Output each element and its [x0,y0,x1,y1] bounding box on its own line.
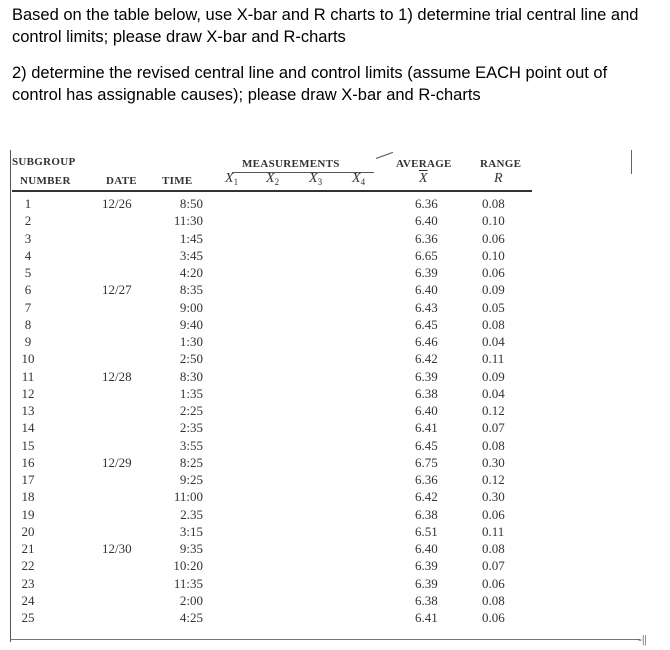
range-cell: 0.12 [482,472,505,487]
header-x1: $X_1$ [225,171,239,187]
time-cell: 8:25 [179,454,203,470]
time-cell: 9:25 [179,472,203,487]
range-cell: 0.04 [482,334,505,349]
table-row [10,507,630,524]
header-subgroup: SUBGROUP [12,156,76,168]
average-cell: 6.41 [415,610,438,625]
subgroup-number: 14 [21,420,35,436]
table-row [10,524,630,541]
average-cell: 6.36 [415,472,438,487]
range-cell: 0.06 [482,506,505,522]
time-cell: 2.35 [180,506,203,522]
scan-edge-mark: -|| [638,632,647,646]
table-row [10,420,630,437]
subgroup-number: 4 [24,247,32,263]
range-cell: 0.06 [482,575,505,591]
average-cell: 6.38 [415,385,438,401]
average-cell: 6.39 [415,575,438,591]
range-cell: 0.07 [482,420,505,436]
subgroup-number: 9 [24,334,32,349]
scanned-data-table [10,150,650,646]
date-cell: 12/30 [102,541,132,556]
average-cell: 6.43 [415,299,438,315]
average-cell: 6.45 [415,316,438,332]
header-time: TIME [162,175,193,187]
date-cell: 12/29 [102,454,132,470]
header-x4: $X_4$ [352,171,366,187]
time-cell: 3:45 [179,247,203,263]
subgroup-number: 6 [24,282,32,298]
table-row [10,351,630,368]
header-xbar: $\overline{X}$ [419,171,428,186]
range-cell: 0.06 [482,265,505,280]
average-cell: 6.36 [415,196,438,211]
range-cell: 0.12 [482,403,505,418]
range-cell: 0.08 [482,196,505,211]
time-cell: 11:35 [173,575,203,591]
table-right-tick [631,150,632,174]
time-cell: 8:35 [179,282,203,298]
header-measurements: MEASUREMENTS [242,158,340,170]
range-cell: 0.08 [482,437,505,453]
average-cell: 6.40 [415,541,438,556]
assignment-prompt [12,4,652,106]
table-row [10,438,630,455]
average-cell: 6.39 [415,368,438,384]
subgroup-number: 18 [21,489,35,505]
table-row [10,231,630,248]
range-cell: 0.08 [482,592,505,608]
table-row [10,300,630,317]
table-row [10,213,630,230]
average-cell: 6.40 [415,213,438,229]
subgroup-number: 11 [21,368,35,384]
header-average: AVERAGE [396,158,452,170]
range-cell: 0.09 [482,282,505,298]
header-diagonal [376,152,393,159]
range-cell: 0.30 [482,489,505,505]
table-row [10,265,630,282]
subgroup-number: 20 [21,523,35,539]
range-cell: 0.07 [482,558,505,574]
average-cell: 6.51 [415,523,438,539]
table-row [10,558,630,575]
table-row [10,541,630,558]
average-cell: 6.40 [415,403,438,418]
average-cell: 6.38 [415,592,438,608]
header-number: NUMBER [20,175,71,187]
date-cell: 12/28 [102,368,132,384]
range-cell: 0.06 [482,230,505,246]
time-cell: 2:00 [179,592,203,608]
average-cell: 6.42 [415,351,438,367]
subgroup-number: 1 [24,196,32,211]
range-cell: 0.04 [482,385,505,401]
time-cell: 9:00 [179,299,203,315]
average-cell: 6.46 [415,334,438,349]
time-cell: 9:35 [179,541,203,556]
subgroup-number: 10 [21,351,35,367]
subgroup-number: 19 [21,506,35,522]
time-cell: 3:55 [179,437,203,453]
table-row [10,403,630,420]
average-cell: 6.40 [415,282,438,298]
time-cell: 8:30 [179,368,203,384]
table-row [10,489,630,506]
range-cell: 0.09 [482,368,505,384]
table-row [10,282,630,299]
average-cell: 6.36 [415,230,438,246]
time-cell: 9:40 [179,316,203,332]
average-cell: 6.42 [415,489,438,505]
header-r: R [494,171,503,186]
subgroup-number: 23 [21,575,35,591]
date-cell: 12/27 [102,282,132,298]
subgroup-number: 21 [21,541,35,556]
subgroup-number: 25 [21,610,35,625]
table-row [10,593,630,610]
prompt-part-2: 2) determine the revised central line and control limits (assume EACH point out of control has assignable causes); please draw X-bar and R-charts [12,64,608,104]
header-rule [12,190,532,192]
range-cell: 0.08 [482,541,505,556]
table-row [10,610,630,627]
range-cell: 0.30 [482,454,505,470]
subgroup-number: 3 [24,230,32,246]
range-cell: 0.10 [482,247,505,263]
range-cell: 0.11 [482,351,505,367]
time-cell: 4:25 [179,610,203,625]
time-cell: 11:30 [173,213,203,229]
table-row [10,196,630,213]
table-row [10,455,630,472]
average-cell: 6.41 [415,420,438,436]
range-cell: 0.08 [482,316,505,332]
range-cell: 0.05 [482,299,505,315]
subgroup-number: 24 [21,592,35,608]
subgroup-number: 12 [21,385,35,401]
table-row [10,576,630,593]
average-cell: 6.75 [415,454,438,470]
time-cell: 1:35 [179,385,203,401]
subgroup-number: 5 [24,265,32,280]
time-cell: 2:25 [179,403,203,418]
range-cell: 0.10 [482,213,505,229]
average-cell: 6.65 [415,247,438,263]
prompt-part-1: Based on the table below, use X-bar and R charts to 1) determine trial central line and control limits; please draw X-bar and R-charts [12,6,639,46]
table-row [10,472,630,489]
average-cell: 6.39 [415,265,438,280]
table-row [10,248,630,265]
subgroup-number: 15 [21,437,35,453]
subgroup-number: 22 [21,558,35,574]
time-cell: 8:50 [179,196,203,211]
date-cell: 12/26 [102,196,132,211]
time-cell: 3:15 [179,523,203,539]
header-range: RANGE [480,158,522,170]
time-cell: 2:35 [179,420,203,436]
subgroup-number: 7 [24,299,32,315]
subgroup-number: 2 [24,213,32,229]
time-cell: 10:20 [173,558,203,574]
range-cell: 0.11 [482,523,505,539]
header-x2: $X_2$ [266,171,280,187]
time-cell: 4:20 [179,265,203,280]
subgroup-number: 8 [24,316,32,332]
table-bottom-border [10,639,640,640]
table-row [10,317,630,334]
table-row [10,334,630,351]
average-cell: 6.45 [415,437,438,453]
subgroup-number: 16 [21,454,35,470]
header-x3: $X_3$ [309,171,323,187]
time-cell: 1:45 [179,230,203,246]
header-date: DATE [106,175,137,187]
time-cell: 11:00 [173,489,203,505]
range-cell: 0.06 [482,610,505,625]
subgroup-number: 13 [21,403,35,418]
time-cell: 2:50 [179,351,203,367]
subgroup-number: 17 [21,472,35,487]
average-cell: 6.39 [415,558,438,574]
table-row [10,386,630,403]
time-cell: 1:30 [179,334,203,349]
table-row [10,369,630,386]
average-cell: 6.38 [415,506,438,522]
